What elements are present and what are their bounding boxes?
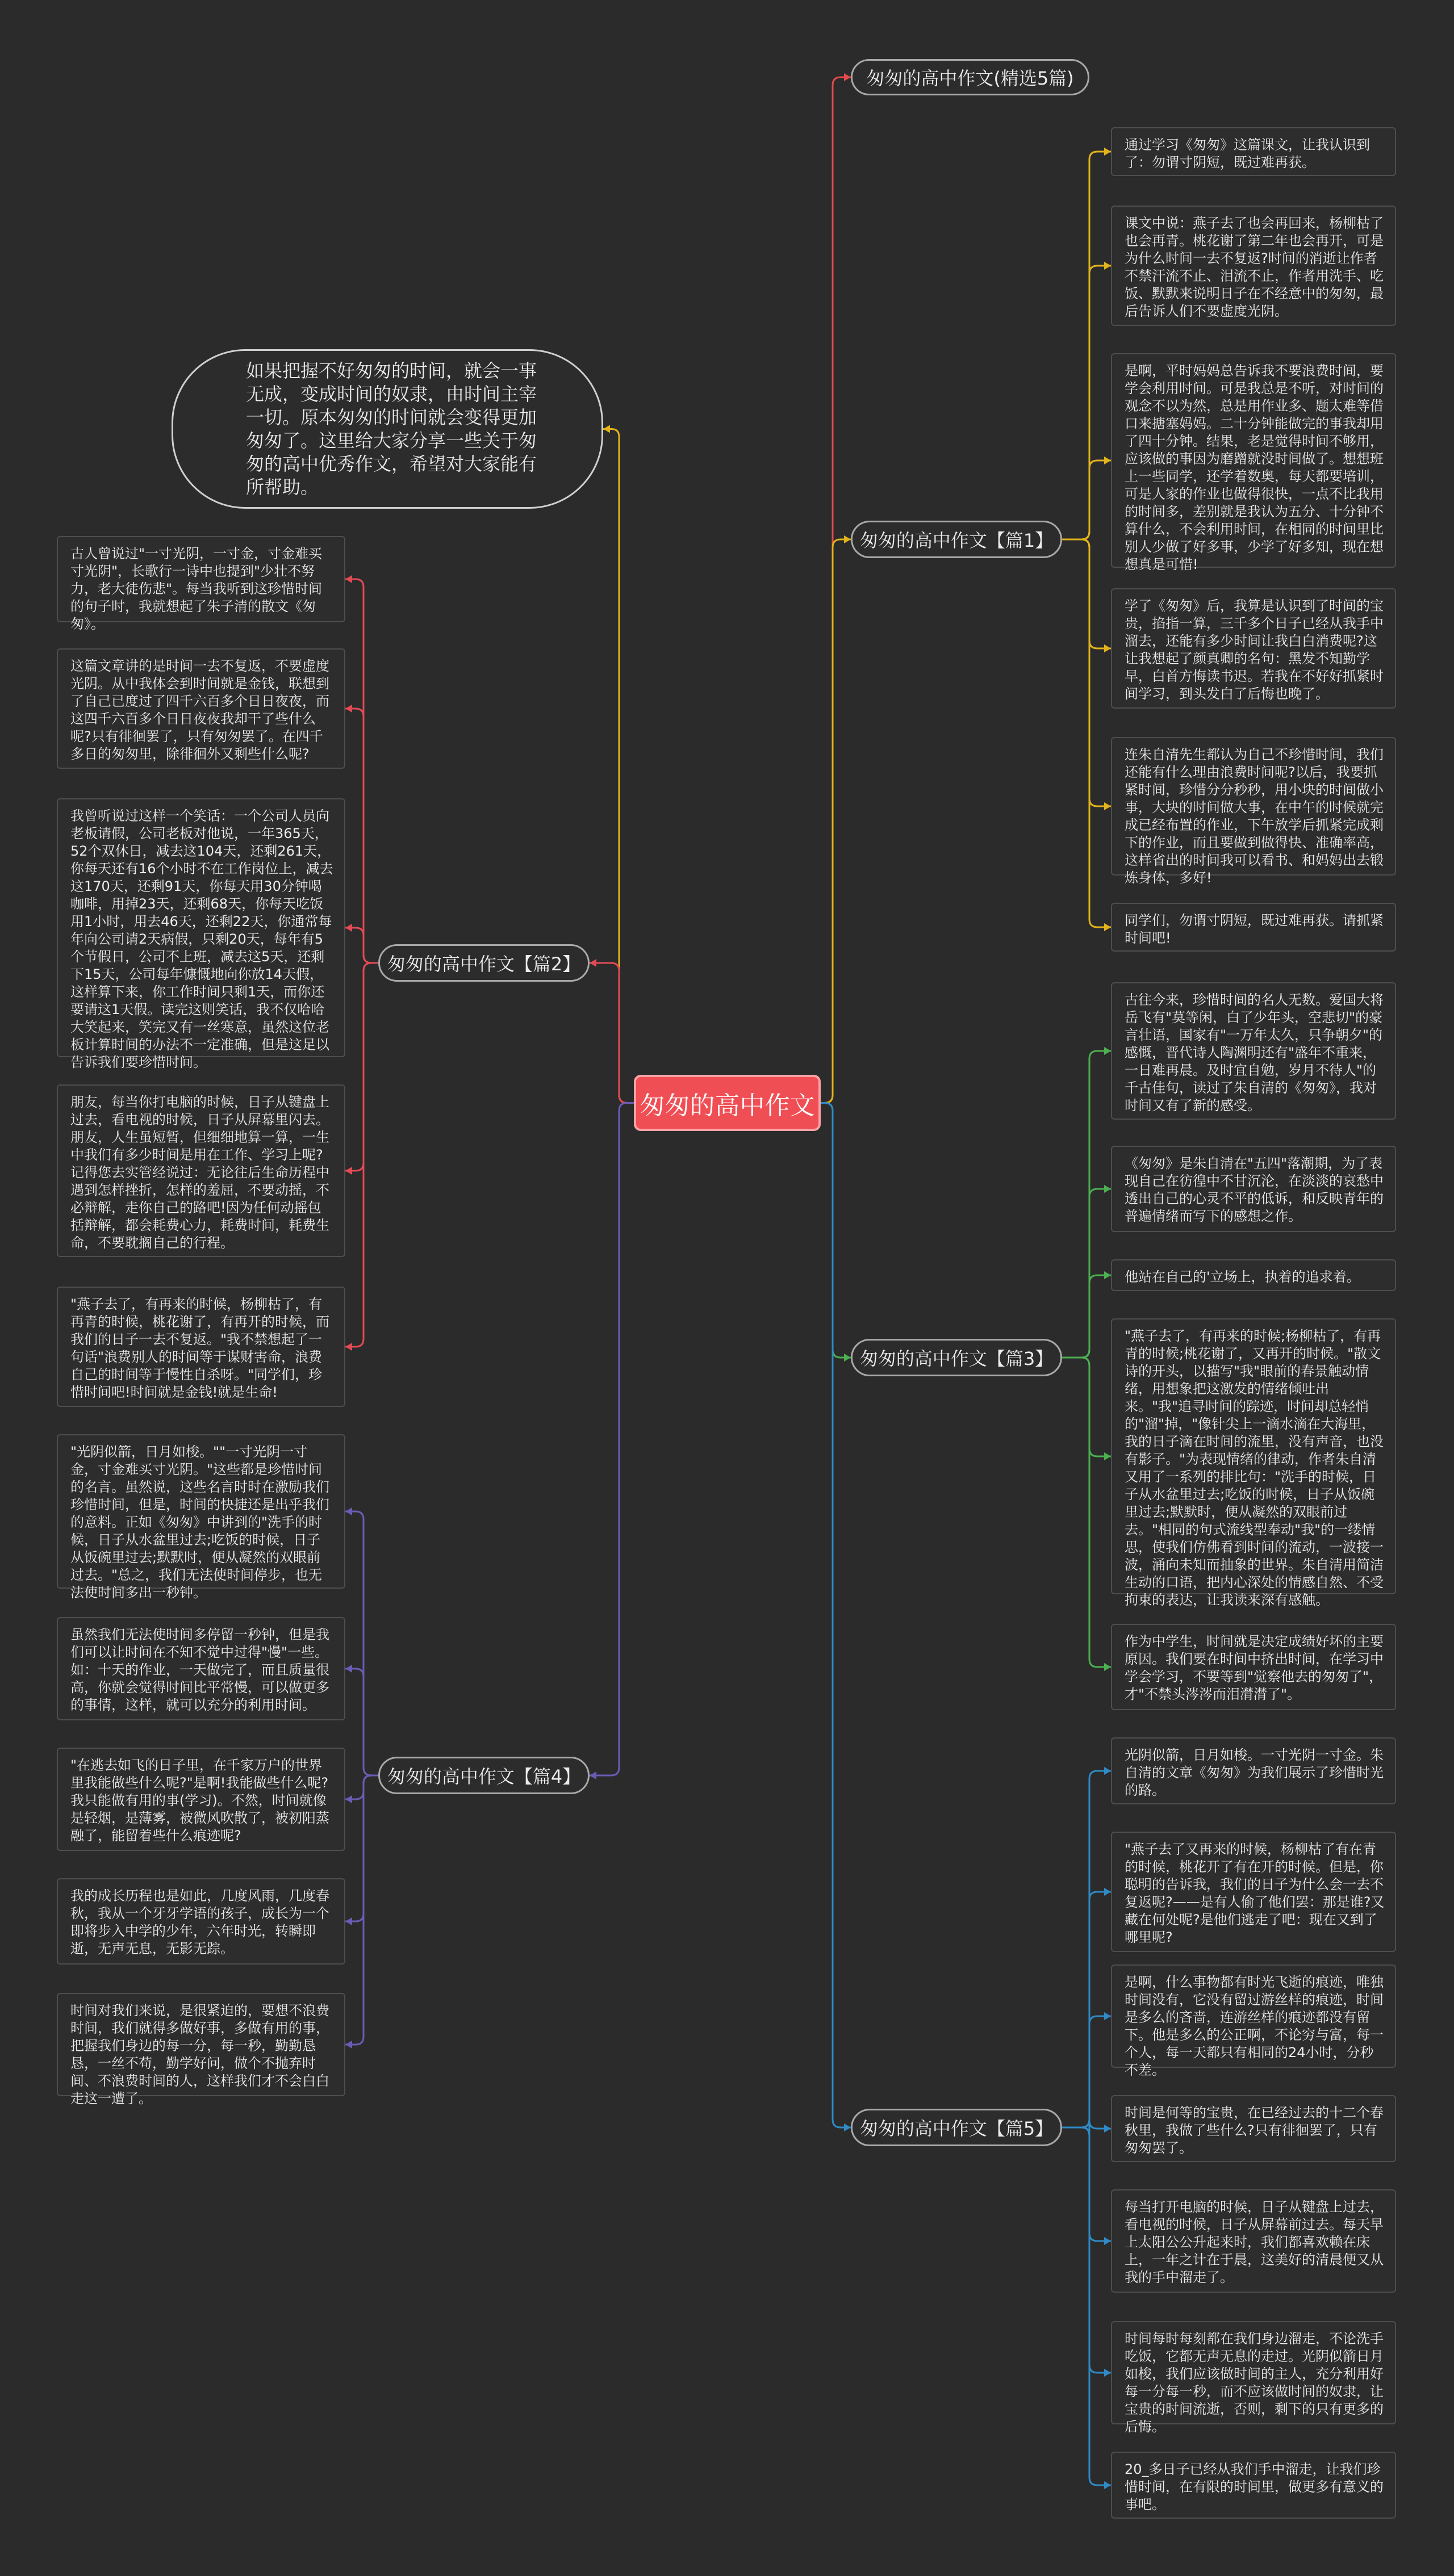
leaf-text: 古人曾说过"一寸光阴，一寸金，寸金难买寸光阴"，长歌行一诗中也提到"少壮不努力，老大徒伤悲"。每当我听到这珍惜时间的句子时，我就想起了朱子清的散文《匆匆》。	[70, 546, 323, 632]
connector-l-p4-2-arrow	[345, 1795, 352, 1803]
leaf-text: 时间是何等的宝贵，在已经过去的十二个春秋里，我做了些什么?只有徘徊罢了，只有匆匆罢了。	[1125, 2105, 1384, 2156]
connector-l-p4-0	[345, 1511, 378, 1775]
connector-l-p1-4	[1062, 539, 1111, 806]
connector-l-p4-3-arrow	[345, 1917, 352, 1925]
leaf-part-5-item	[1111, 1965, 1396, 2078]
leaf-part-3-item	[1111, 982, 1396, 1120]
leaf-text: 朋友，每当你打电脑的时候，日子从键盘上过去，看电视的时候，日子从屏幕里闪去。朋友，人生虽短暂，但细细地算一算，一生中我们有多少时间是用在工作、学习上呢?记得您去实管经说过：无论往后生命历程中遇到怎样挫折，怎样的羞屈，不要动摇，不必辩解，走你自己的路吧!因为任何动摇包括辩解，都会耗费心力，耗费时间，耗费生命，不要耽搁自己的行程。	[70, 1094, 329, 1251]
leaf-part-2-item	[57, 648, 345, 769]
branch-part-2-label: 匆匆的高中作文【篇2】	[387, 953, 581, 975]
leaf-text: 我的成长历程也是如此，几度风雨，几度春秋，我从一个牙牙学语的孩子，成长为一个即将步入中学的少年，六年时光，转瞬即逝，无声无息，无影无踪。	[70, 1888, 329, 1957]
connector-l-p2-3	[345, 963, 378, 1171]
connector-l-p3-4-arrow	[1104, 1663, 1111, 1671]
branch-part-1[interactable]	[851, 521, 1062, 558]
connector-b-p5-arrow	[844, 2123, 851, 2131]
connector-l-p2-1	[345, 709, 378, 963]
leaf-text: 我曾听说过这样一个笑话：一个公司人员向老板请假，公司老板对他说，一年365天，52个双休日，减去这104天，还剩261天，你每天还有16个小时不在工作岗位上，减去这170天，还剩91天，你每天用30分钟喝咖啡，用掉23天，还剩68天，你每天吃饭用1小时，用去46天，还剩22天，你通常每年向公司请2天病假，只剩20天，每年有5个节假日，公司不上班，减去这5天，还剩下15天，公司每年慷慨地向你放14天假，这样算下来，你工作时间只剩1天，而你还要请这1天假。读完这则笑话，我不仅哈哈大笑起来，笑完又有一丝寒意，虽然这位老板计算时间的办法不一定准确，但是这足以告诉我们要珍惜时间。	[70, 808, 333, 1070]
branch-part-5[interactable]	[851, 2109, 1062, 2146]
connector-l-p1-0-arrow	[1104, 148, 1111, 156]
connector-l-p3-3	[1062, 1358, 1111, 1456]
leaf-text: 时间每时每刻都在我们身边溜走，不论洗手吃饭，它都无声无息的走过。光阴似箭日月如梭，我们应该做时间的主人，充分利用好每一分每一秒，而不应该做时间的奴隶，让宝贵的时间流逝，否则，剩下的只有更多的后悔。	[1125, 2331, 1384, 2435]
connector-l-p3-3-arrow	[1104, 1452, 1111, 1460]
leaf-text: "燕子去了，有再来的时候，杨柳枯了，有再青的时候，桃花谢了，有再开的时候，而我们的日子一去不复返。"我不禁想起了一句话"浪费别人的时间等于谋财害命，浪费自己的时间等于慢性自杀呀。"同学们，珍惜时间吧!时间就是金钱!就是生命!	[70, 1296, 329, 1400]
leaf-text: 古往今来，珍惜时间的名人无数。爱国大将岳飞有"莫等闲，白了少年头，空悲切"的豪言壮语，国家有"一万年太久，只争朝夕"的感慨，晋代诗人陶渊明还有"盛年不重来，一日难再晨。及时宜自勉，岁月不待人"的千古佳句，读过了朱自清的《匆匆》，我对时间又有了新的感受。	[1125, 992, 1384, 1113]
connector-l-p5-0	[1062, 1771, 1111, 2127]
connector-l-p5-4-arrow	[1104, 2237, 1111, 2245]
leaf-part-2-item	[57, 1287, 345, 1407]
connector-l-p5-0-arrow	[1104, 1767, 1111, 1775]
connector-b-p2-arrow	[590, 959, 596, 967]
leaf-text: "光阴似箭，日月如梭。""一寸光阴一寸金，寸金难买寸光阴。"这些都是珍惜时间的名言。虽然说，这些名言时时在激励我们珍惜时间，但是，时间的快捷还是出乎我们的意料。正如《匆匆》中讲到的"洗手的时候，日子从水盆里过去;吃饭的时候，日子从饭碗里过去;默默时，便从凝然的双眼前过去。"总之，我们无法使时间停步，也无法使时间多出一秒钟。	[70, 1444, 329, 1601]
branch-part-4[interactable]	[378, 1757, 590, 1794]
connector-l-p1-1	[1062, 266, 1111, 539]
leaf-text: 课文中说：燕子去了也会再回来，杨柳枯了也会再青。桃花谢了第二年也会再开，可是为什么时间一去不复返?时间的消逝让作者不禁汗流不止、泪流不止，作者用洗手、吃饭、默默来说明日子在不经意中的匆匆，最后告诉人们不要虚度光阴。	[1125, 215, 1384, 319]
leaf-part-1-item	[1111, 353, 1396, 572]
leaf-part-4-item	[57, 1434, 345, 1601]
leaf-part-5-item	[1111, 2095, 1396, 2162]
leaf-text: 每当打开电脑的时候，日子从键盘上过去，看电视的时候，日子从屏幕前过去。每天早上太阳公公升起来时，我们都喜欢赖在床上，一年之计在于晨，这美好的清晨便又从我的手中溜走了。	[1125, 2199, 1384, 2285]
leaf-text: 虽然我们无法使时间多停留一秒钟，但是我们可以让时间在不知不觉中过得"慢"一些。如：十天的作业，一天做完了，而且质量很高，你就会觉得时间比平常慢，可以做更多的事情，这样，就可以充分的利用时间。	[70, 1627, 329, 1713]
leaf-text: 作为中学生，时间就是决定成绩好坏的主要原因。我们要在时间中挤出时间，在学习中学会学习，不要等到"觉察他去的匆匆了"，才"不禁头涔涔而泪潸潸了"。	[1125, 1633, 1384, 1702]
connector-l-p4-1	[345, 1669, 378, 1775]
connector-l-p3-2	[1062, 1275, 1111, 1358]
branch-part-5-label: 匆匆的高中作文【篇5】	[859, 2118, 1054, 2139]
connector-l-p5-3-arrow	[1104, 2125, 1111, 2133]
branch-part-2[interactable]	[378, 944, 590, 982]
leaf-part-2-item	[57, 798, 345, 1070]
leaf-text: "燕子去了又再来的时候，杨柳枯了有在青的时候，桃花开了有在开的时候。但是，你聪明的告诉我，我们的日子为什么会一去不复返呢?——是有人偷了他们罢：那是谁?又藏在何处呢?是他们逃走了吧：现在又到了哪里呢?	[1125, 1841, 1385, 1945]
connector-l-p1-3	[1062, 539, 1111, 648]
connector-b-p3	[821, 1103, 851, 1358]
connector-b-p4-arrow	[590, 1771, 596, 1779]
connector-l-p5-2-arrow	[1104, 2012, 1111, 2020]
branch-part-4-label: 匆匆的高中作文【篇4】	[387, 1766, 581, 1787]
connector-l-p4-4-arrow	[345, 2041, 352, 2049]
intro-text: 如果把握不好匆匆的时间，就会一事无成，变成时间的奴隶，由时间主宰一切。原本匆匆的时间就会变得更加匆匆了。这里给大家分享一些关于匆匆的高中优秀作文，希望对大家能有所帮助。	[246, 359, 537, 498]
connector-b-top	[821, 77, 851, 1103]
connector-l-p4-2	[345, 1775, 378, 1799]
connector-b-p2	[590, 963, 634, 1103]
connector-l-p5-6-arrow	[1104, 2481, 1111, 2489]
leaf-part-1-item	[1111, 737, 1396, 886]
leaf-part-1-item	[1111, 903, 1396, 952]
connector-b-p5	[821, 1103, 851, 2128]
connector-l-p1-2-arrow	[1104, 456, 1111, 464]
connector-l-p2-2	[345, 928, 378, 963]
connector-l-p5-5	[1062, 2127, 1111, 2373]
leaf-part-3-item	[1111, 1624, 1396, 1710]
leaf-text: 同学们，勿谓寸阴短，既过难再获。请抓紧时间吧!	[1125, 912, 1384, 946]
connector-l-p2-4	[345, 963, 378, 1347]
connector-b-p3-arrow	[844, 1354, 851, 1362]
connector-l-p5-2	[1062, 2016, 1111, 2127]
branch-part-1-label: 匆匆的高中作文【篇1】	[859, 530, 1054, 551]
leaf-text: "燕子去了，有再来的时候;杨柳枯了，有再青的时候;桃花谢了，又再开的时候。"散文诗的开头，以描写"我"眼前的春景触动情绪，用想象把这激发的情绪倾吐出来。"我"追寻时间的踪迹，时间却总轻悄的"溜"掉，"像针尖上一滴水滴在大海里，我的日子滴在时间的流里，没有声音，也没有影子。"为表现情绪的律动，作者朱自清又用了一系列的排比句："洗手的时候，日子从水盆里过去;吃饭的时候，日子从饭碗里过去;默默时，便从凝然的双眼前过去。"相同的句式流线型奉动"我"的一缕情思，使我们仿佛看到时间的流动，一波接一波，涌向未知而抽象的世界。朱自清用简洁生动的口语，把内心深处的情感自然、不受拘束的表达，让我读来深有感触。	[1125, 1328, 1384, 1608]
leaf-part-5-item	[1111, 2452, 1396, 2519]
leaf-part-5-item	[1111, 1737, 1396, 1804]
leaf-part-3-item	[1111, 1259, 1396, 1291]
connector-l-p3-0	[1062, 1051, 1111, 1358]
leaf-part-4-item	[57, 1878, 345, 1965]
connector-l-p5-4	[1062, 2127, 1111, 2241]
leaf-part-5-item	[1111, 2189, 1396, 2293]
leaf-part-2-item	[57, 536, 345, 632]
connector-b-p1	[821, 539, 851, 1103]
leaf-text: 光阴似箭，日月如梭。一寸光阴一寸金。朱自清的文章《匆匆》为我们展示了珍惜时光的路。	[1125, 1747, 1384, 1798]
branch-top-title-label: 匆匆的高中作文(精选5篇)	[866, 68, 1074, 89]
leaf-part-3-item	[1111, 1146, 1396, 1232]
connector-l-p1-5-arrow	[1104, 923, 1111, 931]
connector-l-p3-1	[1062, 1189, 1111, 1358]
connector-l-p5-6	[1062, 2127, 1111, 2485]
leaf-part-4-item	[57, 1993, 345, 2106]
connector-l-p2-0	[345, 579, 378, 963]
connector-l-p2-1-arrow	[345, 705, 352, 713]
leaf-text: 通过学习《匆匆》这篇课文，让我认识到了：勿谓寸阴短，既过难再获。	[1125, 137, 1370, 170]
leaf-part-4-item	[57, 1617, 345, 1720]
leaf-part-1-item	[1111, 588, 1396, 709]
connector-l-p4-1-arrow	[345, 1665, 352, 1673]
leaf-part-2-item	[57, 1084, 345, 1257]
leaf-text: 是啊，什么事物都有时光飞逝的痕迹，唯独时间没有，它没有留过游丝样的痕迹，时间是多么的吝啬，连游丝样的痕迹都没有留下。他是多么的公正啊，不论穷与富，每一个人，每一天都只有相同的24小时，分秒不差。	[1125, 1974, 1384, 2078]
connector-l-p2-4-arrow	[345, 1343, 352, 1351]
connector-b-p4	[590, 1103, 634, 1776]
connector-l-p3-4	[1062, 1358, 1111, 1667]
leaf-text: 20_多日子已经从我们手中溜走，让我们珍惜时间，在有限的时间里，做更多有意义的事吧。	[1125, 2461, 1384, 2512]
leaf-text: 连朱自清先生都认为自己不珍惜时间，我们还能有什么理由浪费时间呢?以后，我要抓紧时间，珍惜分分秒秒，用小块的时间做小事，大块的时间做大事，在中午的时候就完成已经布置的作业，下午放学后抓紧完成剩下的作业，而且要做到做得快、准确率高，这样省出的时间我可以看书、和妈妈出去锻炼身体，多好!	[1125, 747, 1384, 886]
connector-l-p2-0-arrow	[345, 575, 352, 583]
connector-l-p2-2-arrow	[345, 924, 352, 932]
connector-l-p2-3-arrow	[345, 1167, 352, 1175]
root-topic[interactable]	[634, 1075, 821, 1131]
connector-l-p3-1-arrow	[1104, 1185, 1111, 1193]
leaf-text: 这篇文章讲的是时间一去不复返，不要虚度光阴。从中我体会到时间就是金钱，联想到了自己已度过了四千六百多个日日夜夜，而这四千六百多个日日夜夜我却干了些什么呢?只有徘徊罢了，只有匆匆罢了。在四千多日的匆匆里，除徘徊外又剩些什么呢?	[70, 658, 329, 762]
leaf-part-1-item	[1111, 127, 1396, 176]
leaf-part-4-item	[57, 1748, 345, 1851]
connector-l-p1-5	[1062, 539, 1111, 927]
intro-bubble[interactable]	[172, 349, 603, 509]
leaf-text: 学了《匆匆》后，我算是认识到了时间的宝贵，掐指一算，三千多个日子已经从我手中溜去，还能有多少时间让我白白消费呢?这让我想起了颜真卿的名句：黑发不知勤学早，白首方悔读书迟。若我在不好好抓紧时间学习，到头发白了后悔也晚了。	[1125, 598, 1384, 702]
leaf-text: 他站在自己的'立场上，执着的追求着。	[1125, 1269, 1360, 1285]
leaf-part-1-item	[1111, 206, 1396, 326]
connector-l-p4-4	[345, 1775, 378, 2045]
connector-l-p5-5-arrow	[1104, 2369, 1111, 2377]
connector-l-p5-1-arrow	[1104, 1888, 1111, 1896]
connector-b-top-arrow	[844, 73, 851, 81]
leaf-part-5-item	[1111, 2321, 1396, 2435]
connector-l-p3-0-arrow	[1104, 1047, 1111, 1055]
leaf-part-5-item	[1111, 1832, 1396, 1952]
connector-l-p4-0-arrow	[345, 1507, 352, 1515]
leaf-text: 时间对我们来说，是很紧迫的，要想不浪费时间，我们就得多做好事，多做有用的事，把握我们身边的每一分，每一秒，勤勤恳恳，一丝不苟，勤学好问，做个不抛弃时间、不浪费时间的人，这样我们才不会白白走这一遭了。	[70, 2003, 329, 2106]
connector-l-p3-2-arrow	[1104, 1271, 1111, 1279]
leaf-text: 《匆匆》是朱自清在"五四"落潮期，为了表现自己在彷徨中不甘沉沦，在淡淡的哀愁中透出自己的心灵不平的低诉，和反映青年的普遍情绪而写下的感想之作。	[1125, 1155, 1384, 1224]
root-topic-label: 匆匆的高中作文	[640, 1091, 815, 1120]
branch-part-3-label: 匆匆的高中作文【篇3】	[859, 1348, 1054, 1369]
connector-l-p1-0	[1062, 152, 1111, 539]
leaf-text: "在逃去如飞的日子里，在千家万户的世界里我能做些什么呢?"是啊!我能做些什么呢?我只能做有用的事(学习)。不然，时间就像是轻烟，是薄雾，被微风吹散了，被初阳蒸融了，能留着些什么痕迹呢?	[70, 1757, 329, 1844]
leaf-text: 是啊，平时妈妈总告诉我不要浪费时间，要学会利用时间。可是我总是不听，对时间的观念不以为然，总是用作业多、题太难等借口来搪塞妈妈。二十分钟能做完的事我却用了四十分钟。结果，老是觉得时间不够用，应该做的事因为磨蹭就没时间做了。想想班上一些同学，还学着数奥，每天都要培训，可是人家的作业也做得很快，一点不比我用的时间多，差别就是我认为五分、十分钟不算什么，不会利用时间，在相同的时间里比别人少做了好多事，少学了好多知，现在想想真是可惜!	[1125, 363, 1384, 572]
branch-top-title[interactable]	[851, 59, 1089, 95]
connector-intro-arrow	[603, 425, 610, 433]
branch-part-3[interactable]	[851, 1339, 1062, 1376]
connector-l-p1-1-arrow	[1104, 262, 1111, 270]
connector-b-p1-arrow	[844, 535, 851, 543]
connector-l-p1-3-arrow	[1104, 644, 1111, 652]
connector-l-p5-1	[1062, 1892, 1111, 2127]
leaf-part-3-item	[1111, 1318, 1396, 1608]
connector-l-p1-4-arrow	[1104, 802, 1111, 810]
connector-l-p1-2	[1062, 460, 1111, 539]
